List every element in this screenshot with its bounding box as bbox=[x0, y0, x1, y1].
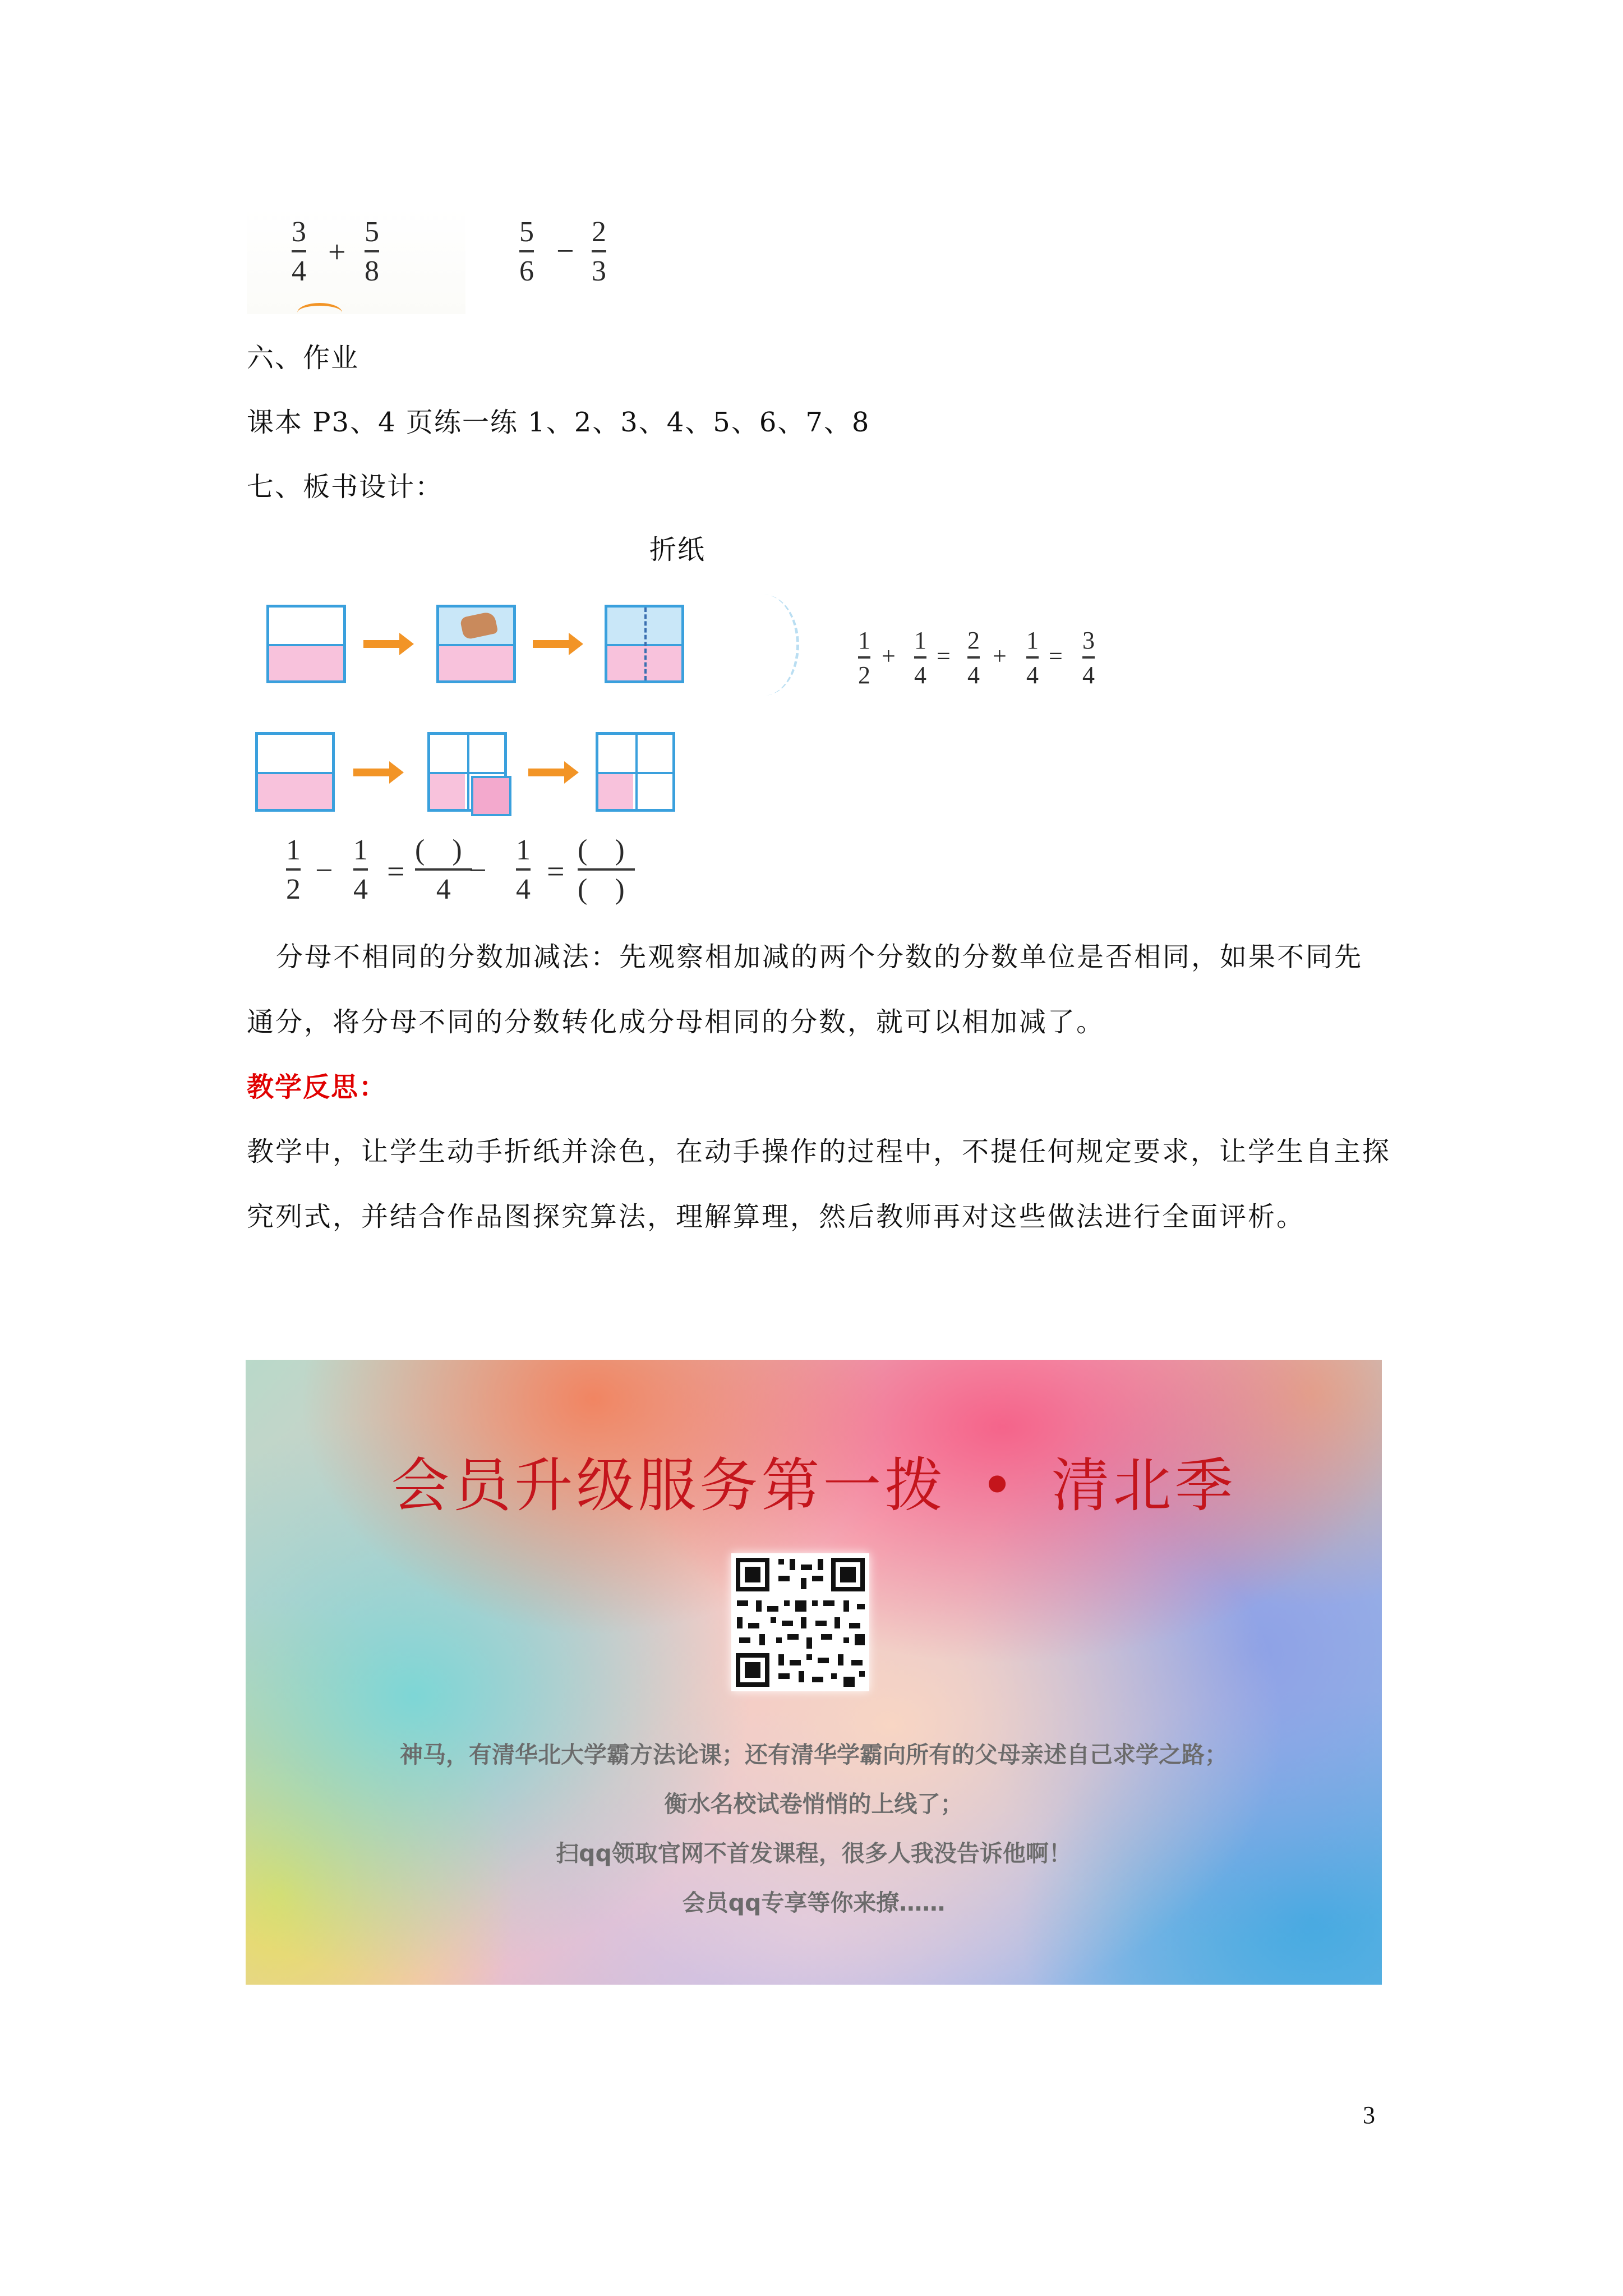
reflection-heading: 教学反思： bbox=[247, 1071, 388, 1103]
banner-line: 神马，有清华北大学霸方法论课；还有清华学霸向所有的父母亲述自己求学之路； bbox=[400, 1741, 1228, 1768]
arrow-right-icon bbox=[533, 640, 571, 648]
operator: − bbox=[469, 853, 487, 888]
paper-half-pink bbox=[255, 732, 335, 812]
page-number: 3 bbox=[1363, 2101, 1375, 2129]
numerator: 2 bbox=[592, 216, 606, 248]
promo-banner[interactable] bbox=[246, 1360, 1382, 1985]
paper-half-pink bbox=[266, 605, 346, 683]
banner-line: 衡水名校试卷悄悄的上线了； bbox=[664, 1791, 963, 1818]
equals-sign: = bbox=[937, 642, 951, 670]
fraction: 1 4 bbox=[516, 834, 531, 905]
operator: + bbox=[328, 235, 346, 270]
operator: + bbox=[882, 642, 896, 670]
paper-quarters bbox=[605, 605, 684, 683]
decorative-arc bbox=[729, 595, 799, 696]
denominator: 4 bbox=[292, 255, 306, 287]
fraction: 1 2 bbox=[858, 627, 870, 689]
paper-quarters bbox=[596, 732, 675, 812]
operator: − bbox=[315, 853, 333, 888]
decorative-arc bbox=[297, 303, 342, 323]
fraction bbox=[519, 218, 534, 286]
paper-folding bbox=[436, 605, 516, 683]
banner-title bbox=[246, 1438, 1382, 1522]
fraction-blank: ( ) ( ) bbox=[578, 834, 635, 905]
arrow-right-icon bbox=[353, 769, 391, 776]
banner-line: 会员qq专享等你来撩…… bbox=[682, 1889, 946, 1916]
fraction bbox=[365, 218, 379, 286]
banner-title-left: 会员升级服务第一拨 bbox=[391, 1451, 947, 1520]
addition-equation bbox=[852, 628, 1122, 696]
operator: − bbox=[556, 234, 574, 269]
arrow-right-icon bbox=[528, 769, 566, 776]
fraction: 1 4 bbox=[914, 627, 926, 689]
homework-content: 课本 P3、4 页练一练 1、2、3、4、5、6、7、8 bbox=[247, 407, 870, 438]
board-design-heading: 七、板书设计： bbox=[247, 471, 444, 503]
qr-code-icon[interactable] bbox=[731, 1553, 869, 1691]
fraction bbox=[592, 218, 606, 286]
equals-sign: = bbox=[387, 854, 405, 889]
subtraction-equation bbox=[275, 836, 679, 914]
banner-title-dot: • bbox=[980, 1451, 1018, 1520]
operator: + bbox=[993, 642, 1007, 670]
numerator: 3 bbox=[292, 216, 306, 248]
exercise-image bbox=[247, 208, 465, 314]
fraction bbox=[292, 218, 306, 286]
equals-sign: = bbox=[547, 854, 565, 889]
equals-sign: = bbox=[1049, 642, 1063, 670]
denominator: 8 bbox=[365, 255, 379, 287]
reflection-paragraph: 教学中，让学生动手折纸并涂色，在动手操作的过程中，不提任何规定要求，让学生自主探究列式，并结合作品图探究算法，理解算理，然后教师再对这些做法进行全面评析。 bbox=[247, 1136, 1391, 1232]
arrow-right-icon bbox=[363, 640, 402, 648]
fraction: 1 4 bbox=[1026, 627, 1039, 689]
banner-line: 扫qq领取官网不首发课程，很多人我没告诉他啊！ bbox=[556, 1840, 1072, 1867]
rule-paragraph: 分母不相同的分数加减法：先观察相加减的两个分数的分数单位是否相同，如果不同先通分，将分母不同的分数转化成分母相同的分数，就可以相加减了。 bbox=[247, 941, 1363, 1038]
denominator: 3 bbox=[592, 255, 606, 287]
denominator: 6 bbox=[519, 255, 534, 287]
homework-heading: 六、作业 bbox=[247, 342, 359, 374]
numerator: 5 bbox=[365, 216, 379, 248]
fraction: 1 4 bbox=[353, 834, 368, 905]
fraction: 3 4 bbox=[1082, 627, 1095, 689]
fraction-blank: ( ) 4 bbox=[415, 834, 472, 905]
exercise-image bbox=[505, 208, 645, 297]
numerator: 5 bbox=[519, 216, 534, 248]
banner-text-lines bbox=[246, 1730, 1382, 1927]
cut-quarter-piece bbox=[471, 776, 511, 816]
banner-title-right: 清北季 bbox=[1051, 1451, 1237, 1520]
board-design-title: 折纸 bbox=[649, 534, 706, 565]
fraction: 2 4 bbox=[967, 627, 980, 689]
fraction: 1 2 bbox=[286, 834, 301, 905]
